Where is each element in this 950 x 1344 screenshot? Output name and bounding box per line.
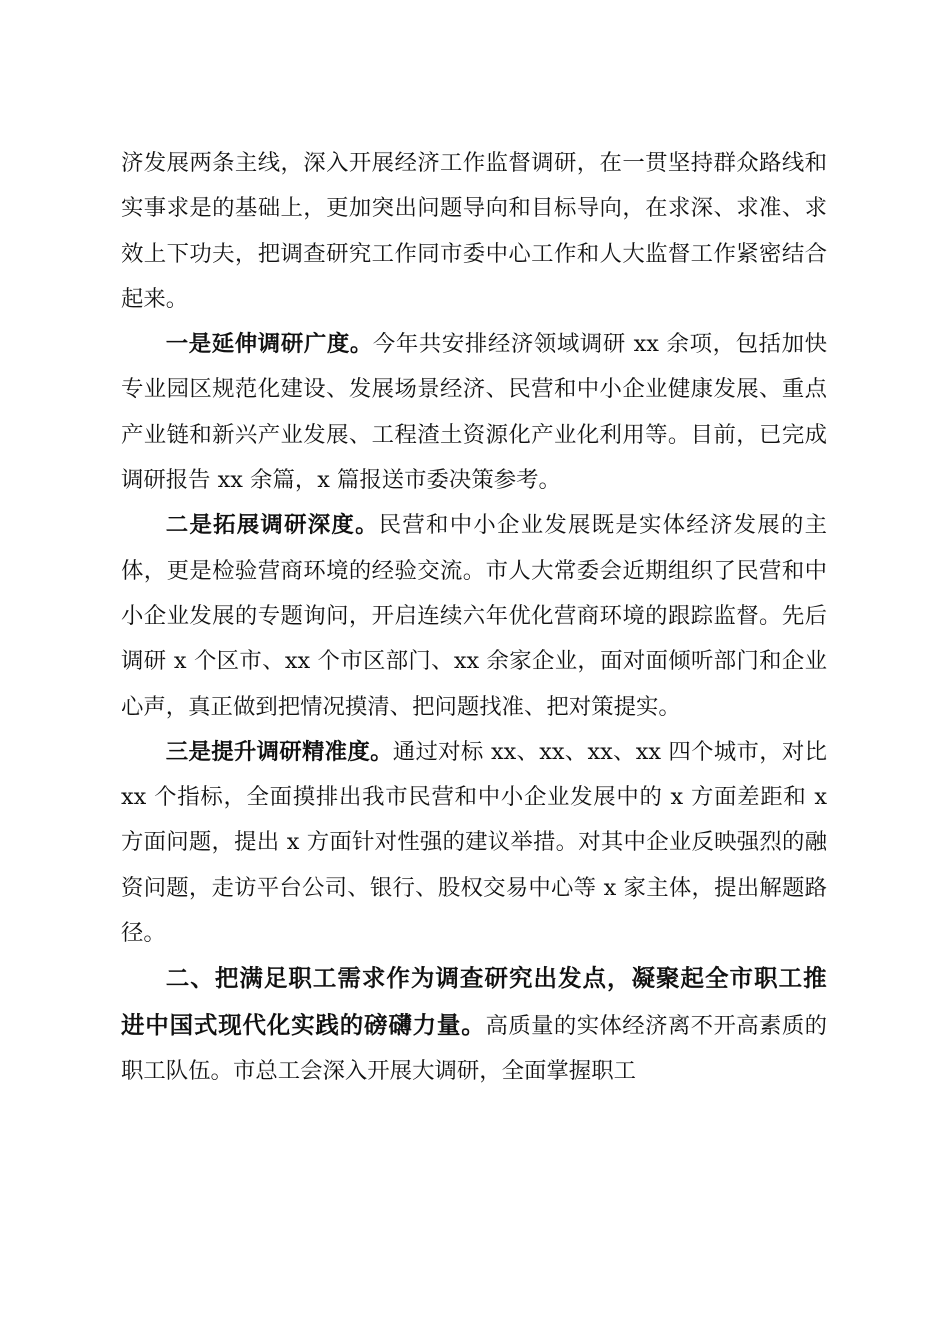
paragraph-text: 民营和中小企业发展既是实体经济发展的主体，更是检验营商环境的经验交流。市人大常委会近期组织了民营和中小企业发展的专题询问，开启连续六年优化营商环境的跟踪监督。先后调研 x 个区市、xx 个市区部门、xx 余家企业，面对面倾听部门和企业心声，真正做到把情况摸清、把问题找准、把对策提实。 <box>121 512 827 720</box>
section-heading: 二、把满足职工需求作为调查研究出发点，凝聚起全市职工推进中国式现代化实践的磅礴力量。 <box>121 964 827 1039</box>
paragraph-text: 今年共安排经济领域调研 xx 余项，包括加快专业园区规范化建设、发展场景经济、民营和中小企业健康发展、重点产业链和新兴产业发展、工程渣土资源化产业化利用等。目前，已完成调研报告 xx 余篇，x 篇报送市委决策参考。 <box>121 331 827 494</box>
paragraph-text: 济发展两条主线，深入开展经济工作监督调研，在一贯坚持群众路线和实事求是的基础上，更加突出问题导向和目标导向，在求深、求准、求效上下功夫，把调查研究工作同市委中心工作和人大监督工作紧密结合起来。 <box>121 150 827 312</box>
paragraph-lead-heading: 一是延伸调研广度。 <box>165 331 373 358</box>
paragraph-text: 通过对标 xx、xx、xx、xx 四个城市，对比 xx 个指标，全面摸排出我市民营和中小企业发展中的 x 方面差距和 x 方面问题，提出 x 方面针对性强的建议举措。对其中企业反映强烈的融资问题，走访平台公司、银行、股权交易中心等 x 家主体，提出解题路径。 <box>121 738 827 947</box>
document-body <box>121 141 827 1094</box>
paragraph-section-two <box>121 956 827 1094</box>
paragraph-lead-heading: 三是提升调研精准度。 <box>165 738 393 765</box>
paragraph-lead-heading: 二是拓展调研深度。 <box>165 512 379 539</box>
paragraph-intro-continuation <box>121 141 827 322</box>
paragraph-point-two <box>121 503 827 729</box>
paragraph-point-three <box>121 730 827 956</box>
paragraph-text: 高质量的实体经济离不开高素质的职工队伍。市总工会深入开展大调研，全面掌握职工 <box>121 1012 828 1084</box>
paragraph-point-one <box>121 322 827 503</box>
